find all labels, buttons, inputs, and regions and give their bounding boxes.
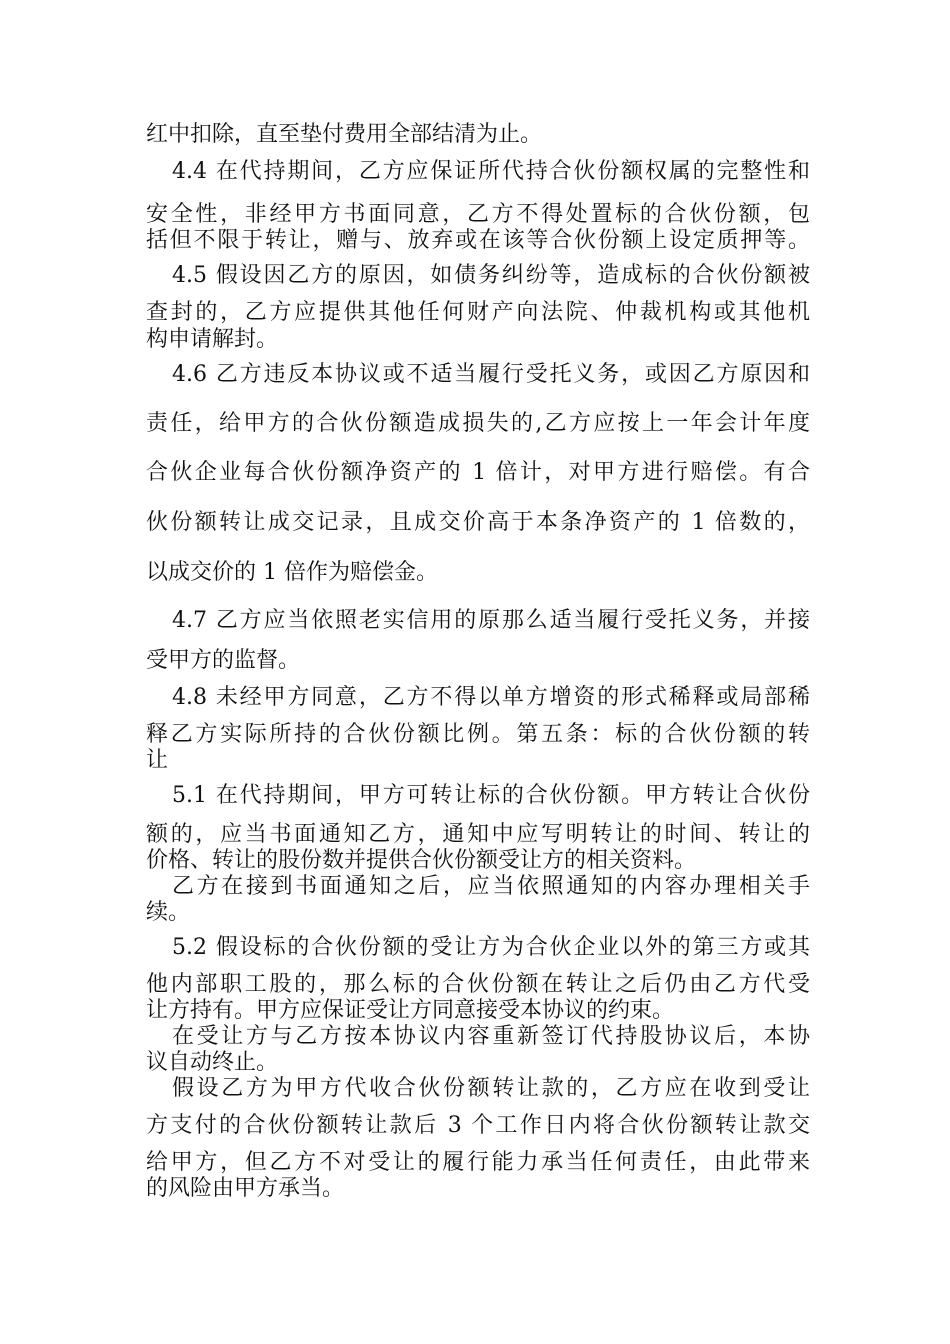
clause-4-4-line: 4.4 在代持期间，乙方应保证所代持合伙份额权属的完整性和 <box>172 159 810 184</box>
clause-4-5-line: 4.5 假设因乙方的原因，如债务纠纷等，造成标的合伙份额被 <box>172 263 810 288</box>
clause-5-2-line: 5.2 假设标的合伙份额的受让方为合伙企业以外的第三方或其 <box>172 935 810 960</box>
text-line: 释乙方实际所持的合伙份额比例。第五条：标的合伙份额的转 <box>146 722 810 747</box>
text-line: 他内部职工股的，那么标的合伙份额在转让之后仍由乙方代受 <box>146 972 810 997</box>
text-line: 以成交价的 1 倍作为赔偿金。 <box>146 560 438 585</box>
text-line: 的风险由甲方承当。 <box>146 1176 345 1201</box>
text-line: 括但不限于转让，赠与、放弃或在该等合伙份额上设定质押等。 <box>146 228 810 253</box>
text-line: 责任，给甲方的合伙份额造成损失的,乙方应按上一年会计年度 <box>146 411 810 436</box>
text-line: 让方持有。甲方应保证受让方同意接受本协议的约束。 <box>146 998 675 1023</box>
text-line: 乙方在接到书面通知之后，应当依照通知的内容办理相关手 <box>172 874 810 899</box>
text-line: 给甲方，但乙方不对受让的履行能力承当任何责任，由此带来 <box>146 1150 810 1175</box>
text-line: 伙份额转让成交记录，且成交价高于本条净资产的 1 倍数的， <box>146 510 810 535</box>
text-line: 查封的，乙方应提供其他任何财产向法院、仲裁机构或其他机 <box>146 300 810 325</box>
text-line: 安全性，非经甲方书面同意，乙方不得处置标的合伙份额，包 <box>146 202 810 227</box>
text-line: 假设乙方为甲方代收合伙份额转让款的，乙方应在收到受让 <box>172 1076 810 1101</box>
text-line: 价格、转让的股份数并提供合伙份额受让方的相关资料。 <box>146 848 697 873</box>
text-line: 额的，应当书面通知乙方，通知中应写明转让的时间、转让的 <box>146 822 810 847</box>
clause-4-7-line: 4.7 乙方应当依照老实信用的原那么适当履行受托义务，并接 <box>172 608 810 633</box>
text-line: 红中扣除，直至垫付费用全部结清为止。 <box>146 122 543 147</box>
text-line: 议自动终止。 <box>146 1050 279 1075</box>
text-line: 受甲方的监督。 <box>146 648 301 673</box>
clause-5-1-line: 5.1 在代持期间，甲方可转让标的合伙份额。甲方转让合伙份 <box>172 783 810 808</box>
text-line: 构申请解封。 <box>146 327 279 352</box>
text-line: 在受让方与乙方按本协议内容重新签订代持股协议后，本协 <box>172 1024 810 1049</box>
text-line: 合伙企业每合伙份额净资产的 1 倍计，对甲方进行赔偿。有合 <box>146 460 810 485</box>
text-line: 方支付的合伙份额转让款后 3 个工作日内将合伙份额转让款交 <box>146 1113 810 1138</box>
text-line: 让 <box>146 748 169 773</box>
clause-4-8-line: 4.8 未经甲方同意，乙方不得以单方增资的形式稀释或局部稀 <box>172 685 810 710</box>
text-line: 续。 <box>146 900 191 925</box>
clause-4-6-line: 4.6 乙方违反本协议或不适当履行受托义务，或因乙方原因和 <box>172 362 810 387</box>
